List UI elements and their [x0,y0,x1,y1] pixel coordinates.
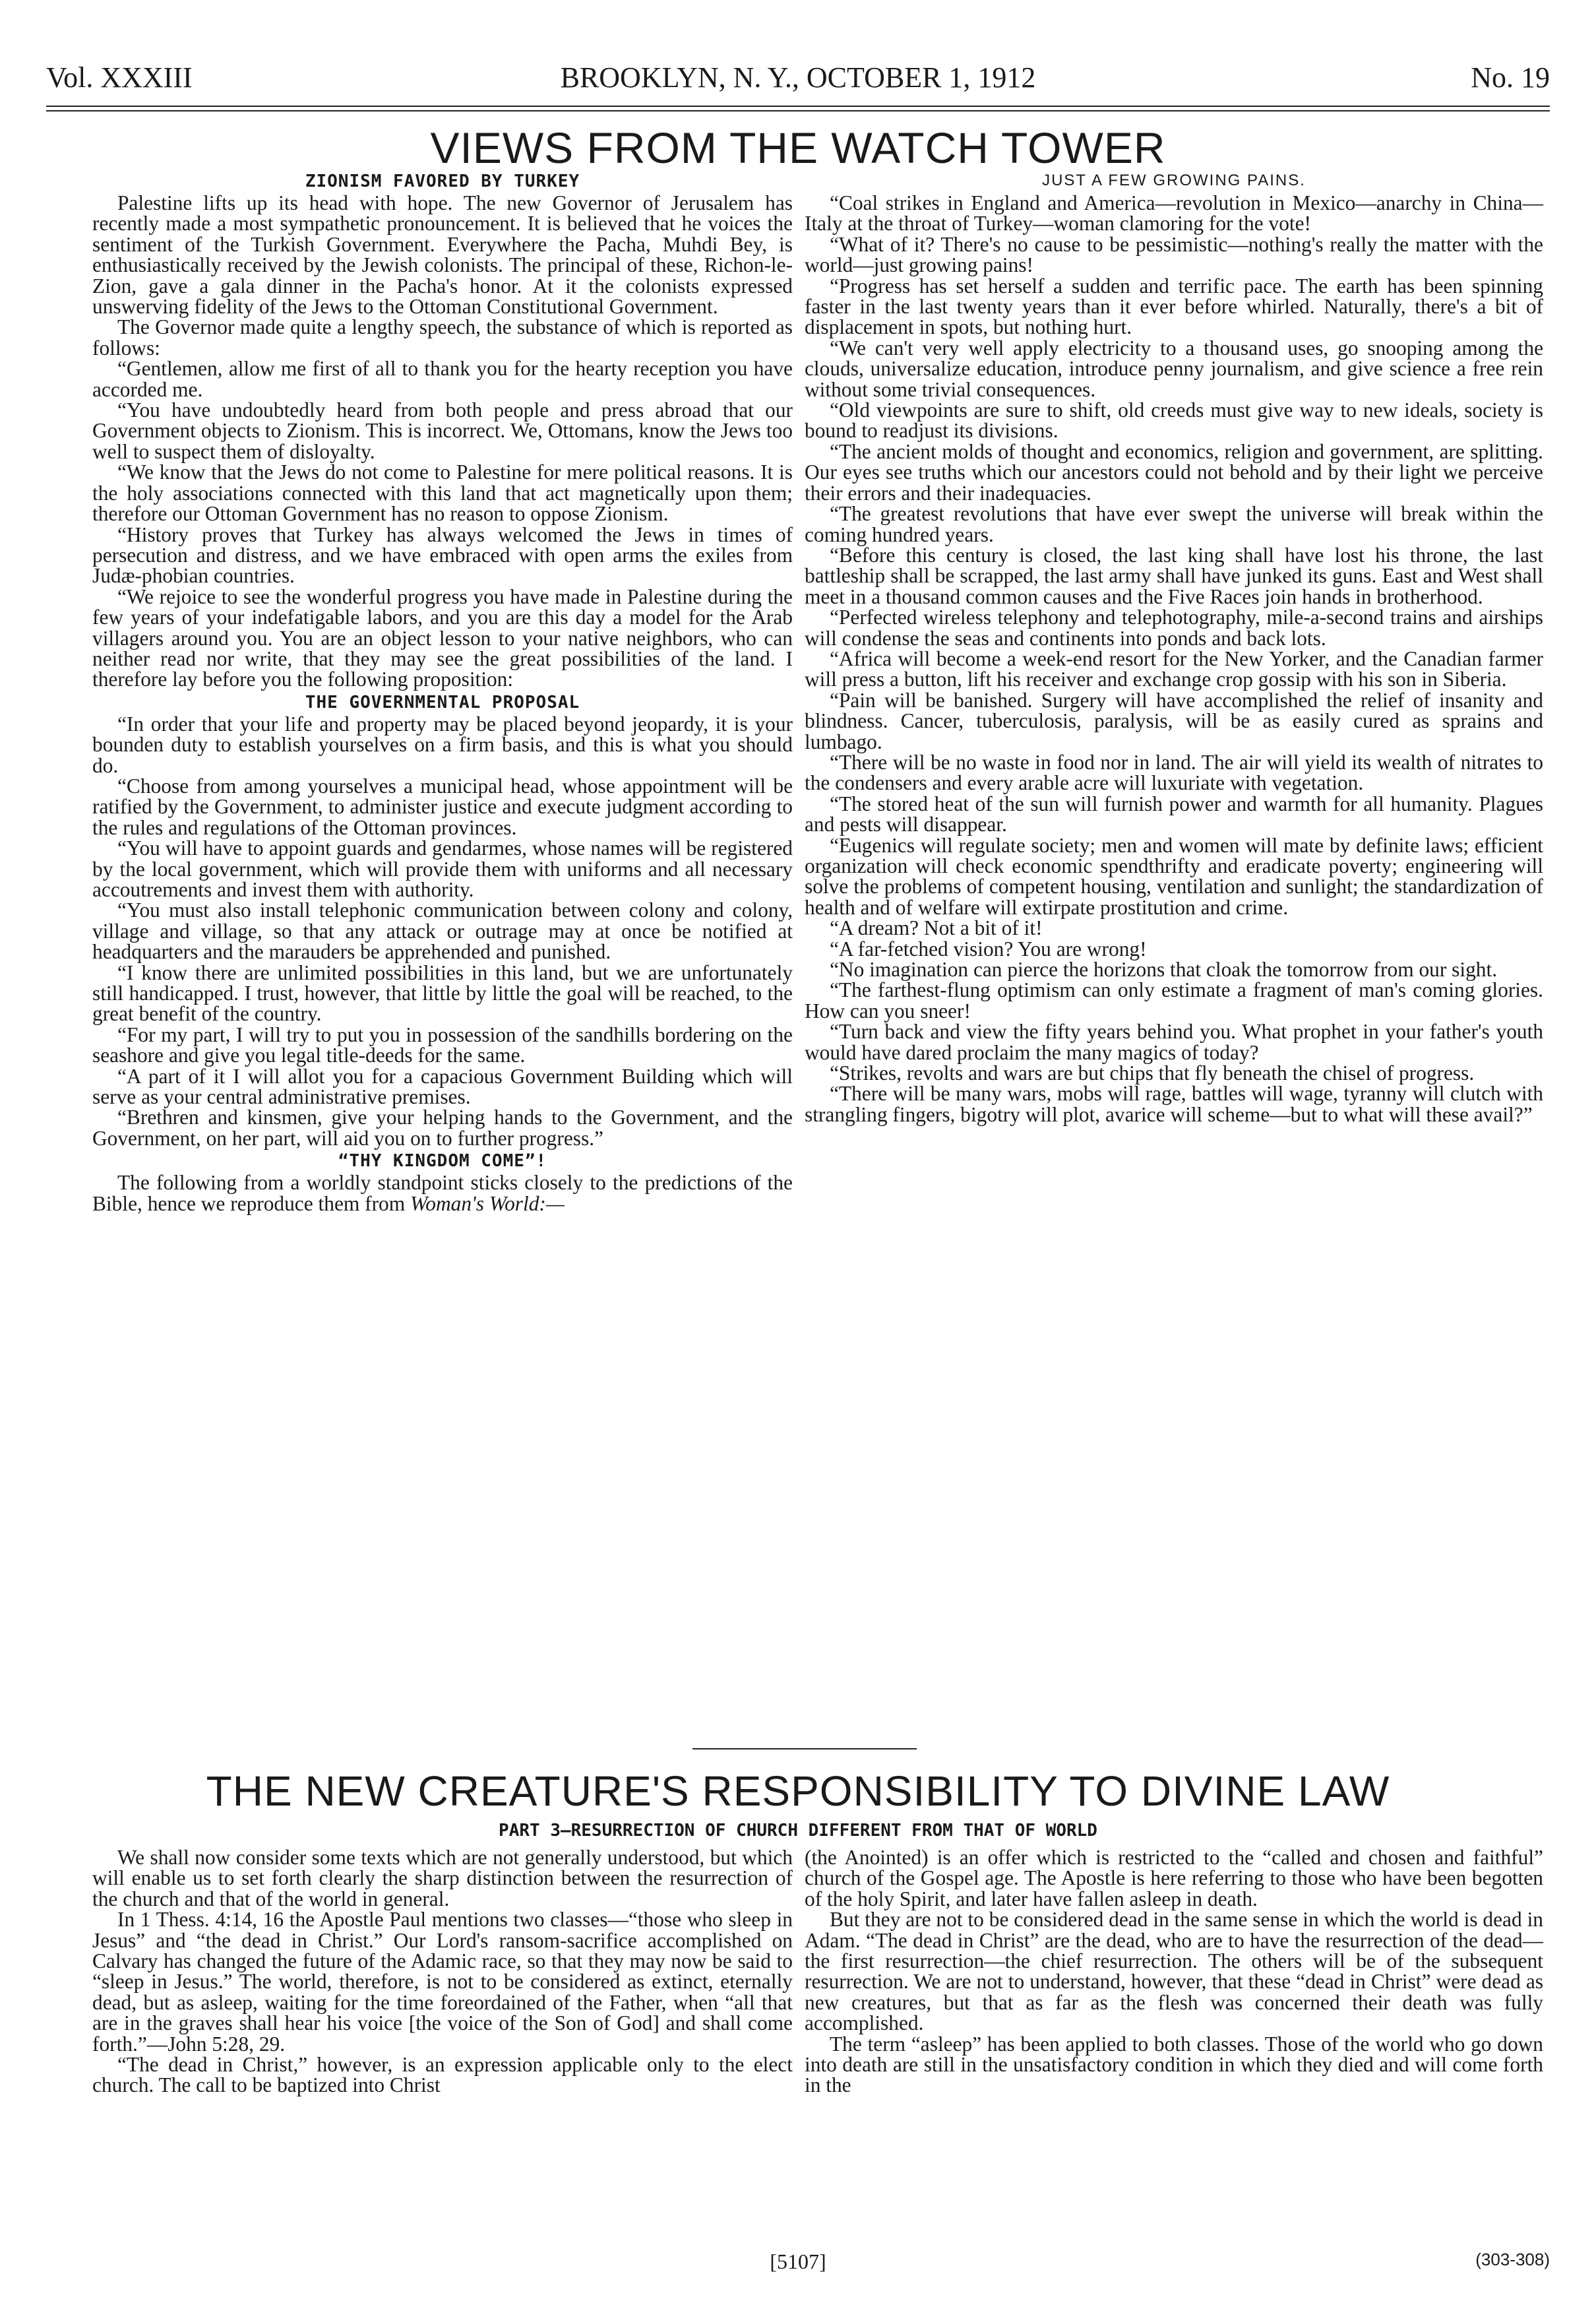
paragraph: “Turn back and view the fifty years behind you. What prophet in your father's youth would have dared proclaim the many magics of today? [805,1020,1543,1064]
paragraph: “Old viewpoints are sure to shift, old creeds must give way to new ideals, society is bound to readjust its divisions. [805,398,1543,443]
paragraph: But they are not to be considered dead in the same sense in which the world is dead in Adam. “The dead in Christ” are the dead, who are to have the resurrection of the dead—the first resurrection—the chief resurrection. The others will be of the subsequent resurrection. We are not to understand, however, that these “dead in Christ” were dead as new creatures, but that as far as the flesh was concerned their death was fully accomplished. [805,1908,1543,2035]
place-date: BROOKLYN, N. Y., OCTOBER 1, 1912 [560,61,1036,94]
heading-growing-pains: JUST A FEW GROWING PAINS. [1042,172,1306,189]
page-number: [5107] [770,2250,826,2273]
paragraph: “Choose from among yourselves a municipal head, whose appointment will be ratified by the Government, to administer justice and execute judgment according to the rules and regulations of the Ottoman provinces. [92,774,793,839]
paragraph: “You must also install telephonic communication between colony and colony, village and village, so that any attack or outrage may at once be notified at headquarters and the marauders be apprehended and punished. [92,898,793,964]
paragraph: We shall now consider some texts which are not generally understood, but which will enable us to set forth clearly the sharp distinction between the resurrection of the church and that of the world in general. [92,1847,793,1910]
paragraph: “Coal strikes in England and America—revolution in Mexico—anarchy in China—Italy at the throat of Turkey—woman clamoring for the vote! [805,191,1543,236]
heading-thy-kingdom-come: “THY KINGDOM COME”! [338,1151,547,1172]
paragraph: (the Anointed) is an offer which is restricted to the “called and chosen and faithful” church of the Gospel age. The Apostle is here referring to those who have been begotten of the holy Spirit, and later have fallen asleep in death. [805,1847,1543,1910]
paragraph: “History proves that Turkey has always welcomed the Jews in times of persecution and distress, and we have embraced with open arms the exiles from Judæ-phobian countries. [92,522,793,588]
paragraph: “In order that your life and property may be placed beyond jeopardy, it is your bounden duty to establish yourselves on a firm basis, and this is what you should do. [92,712,793,777]
masthead-rule [46,106,1550,111]
paragraph: “Perfected wireless telephony and telephotography, mile-a-second trains and airships will condense the seas and continents into ponds and back lots. [805,606,1543,650]
heading-zionism: ZIONISM FAVORED BY TURKEY [305,172,580,191]
column-resurrection-right [805,1847,1543,2203]
paragraph: “Gentlemen, allow me first of all to thank you for the hearty reception you have accorded me. [92,357,793,401]
section-title-watch-tower: VIEWS FROM THE WATCH TOWER [430,123,1166,172]
paragraph: “The greatest revolutions that have ever swept the universe will break within the coming hundred years. [805,502,1543,546]
paragraph: In 1 Thess. 4:14, 16 the Apostle Paul mentions two classes—“those who sleep in Jesus” and “the dead in Christ.” Our Lord's ransom-sacrifice accomplished on Calvary has changed the future of the Adamic race, so that they may now be said to “sleep in Jesus.” The world, therefore, is not to be considered as extinct, eternally dead, but as asleep, waiting for the time foreordained of the Father, when “all that are in the graves shall hear his voice [the voice of the Son of God] and shall come forth.”—John 5:28, 29. [92,1908,793,2056]
paragraph: “No imagination can pierce the horizons that cloak the tomorrow from our sight. [830,958,1498,982]
section-title-new-creature: THE NEW CREATURE'S RESPONSIBILITY TO DIVINE LAW [206,1767,1390,1815]
masthead [46,61,1550,100]
paragraph: Palestine lifts up its head with hope. The new Governor of Jerusalem has recently made a most sympathetic pronouncement. It is believed that he voices the sentiment of the Turkish Government. Everywhere the Pacha, Muhdi Bey, is enthusiastically received by the Jewish colonists. The principal of these, Richon-le-Zion, gave a gala dinner in the Pacha's honor. At it the colonists expressed unswerving fidelity of the Jews to the Ottoman Constitutional Government. [92,191,793,319]
paragraph: “We can't very well apply electricity to a thousand uses, go snooping among the clouds, universalize education, introduce penny journalism, and give science a free rein without some trivial consequences. [805,336,1543,401]
paragraph: “Eugenics will regulate society; men and women will mate by definite laws; efficient organization will check economic spendthrifty and eradicate poverty; engineering will solve the problems of competent housing, ventilation and sunlight; the standardization of health and of welfare will extirpate prostitution and crime. [805,833,1543,919]
volume-label: Vol. XXXIII [46,61,193,94]
paragraph: “For my part, I will try to put you in possession of the sandhills bordering on the seashore and give you legal title-deeds for the same. [92,1023,793,1067]
paragraph: “The farthest-flung optimism can only estimate a fragment of man's coming glories. How can you sneer! [805,978,1543,1023]
paragraph: “Progress has set herself a sudden and terrific pace. The earth has been spinning faster in the last twenty years than it ever before whirled. Naturally, there's a bit of displacement in spots, but nothing hurt. [805,274,1543,339]
paragraph: “There will be no waste in food nor in land. The air will yield its wealth of nitrates to the condensers and every arable acre will luxuriate with vegetation. [805,750,1543,795]
paragraph: “Pain will be banished. Surgery will have accomplished the relief of insanity and blindness. Cancer, tuberculosis, paralysis, will be as easily cured as sprains and lumbago. [805,688,1543,753]
column-resurrection-left [92,1847,793,2203]
paragraph: “We rejoice to see the wonderful progress you have made in Palestine during the few years of your indefatigable labors, and you are this day a model for the Arab villagers around you. You are an object lesson to your native neighbors, who can neither read nor write, that they may see the great possibilities of the land. I therefore lay before you the following proposition: [92,584,793,691]
source-citation: Woman's World:— [410,1191,565,1215]
issue-number: No. 19 [1471,61,1550,94]
paragraph: “There will be many wars, mobs will rage, battles will wage, tyranny will clutch with strangling fingers, bigotry will plot, avarice will scheme—but to what will these avail?” [805,1082,1543,1126]
paragraph: The Governor made quite a lengthy speech, the substance of which is reported as follows: [92,315,793,360]
paragraph: “You have undoubtedly heard from both people and press abroad that our Government objects to Zionism. This is incorrect. We, Ottomans, know the Jews too well to suspect them of disloyalty. [92,398,793,463]
paragraph: “A part of it I will allot you for a capacious Government Building which will serve as your central administrative premises. [92,1064,793,1109]
paragraph: “Before this century is closed, the last king shall have lost his throne, the last battleship shall be scrapped, the last army shall have junked its guns. East and West shall meet in a thousand common causes and the Five Races join hands in brotherhood. [805,543,1543,608]
paragraph: “The ancient molds of thought and economics, religion and government, are splitting. Our eyes see truths which our ancestors could not behold and by their light we perceive their errors and their inadequacies. [805,439,1543,505]
paragraph: “The stored heat of the sun will furnish power and warmth for all humanity. Plagues and pests will disappear. [805,792,1543,836]
paragraph-text: The following from a worldly standpoint sticks closely to the predictions of the Bible, hence we reproduce them from [92,1171,793,1215]
paragraph: “You will have to appoint guards and gendarmes, whose names will be registered by the local government, which will provide them with uniforms and all necessary accoutrements and invest them with authority. [92,836,793,901]
paragraph: “A dream? Not a bit of it! [830,916,1043,940]
paragraph: “The dead in Christ,” however, is an expression applicable only to the elect church. The call to be baptized into Christ [92,2053,793,2097]
page-reference: (303-308) [1475,2250,1550,2269]
paragraph: “What of it? There's no cause to be pessimistic—nothing's really the matter with the world—just growing pains! [805,232,1543,277]
section-divider [692,1748,917,1749]
paragraph: “I know there are unlimited possibilities in this land, but we are unfortunately still handicapped. I trust, however, that little by little the goal will be reached, to the great benefit of the country. [92,960,793,1026]
paragraph: “Strikes, revolts and wars are but chips that fly beneath the chisel of progress. [830,1061,1475,1085]
paragraph [92,1172,793,1214]
heading-governmental-proposal: THE GOVERNMENTAL PROPOSAL [305,692,580,712]
paragraph: “Africa will become a week-end resort for the New Yorker, and the Canadian farmer will press a button, lift his receiver and exchange crop gossip with his son in Siberia. [805,646,1543,691]
paragraph: The term “asleep” has been applied to both classes. Those of the world who go down into death are still in the unsatisfactory condition in which they died and will come forth in the [805,2032,1543,2097]
paragraph: “We know that the Jews do not come to Palestine for mere political reasons. It is the holy associations connected with this land that act magnetically upon them; therefore our Ottoman Government has no reason to oppose Zionism. [92,460,793,526]
paragraph: “A far-fetched vision? You are wrong! [830,937,1147,960]
paragraph: “Brethren and kinsmen, give your helping hands to the Government, and the Government, on her part, will aid you on to further progress.” [92,1106,793,1150]
section-subtitle: PART 3—RESURRECTION OF CHURCH DIFFERENT FROM THAT OF WORLD [499,1821,1097,1841]
column-zionism [92,169,793,1726]
column-growing-pains [805,169,1543,1726]
